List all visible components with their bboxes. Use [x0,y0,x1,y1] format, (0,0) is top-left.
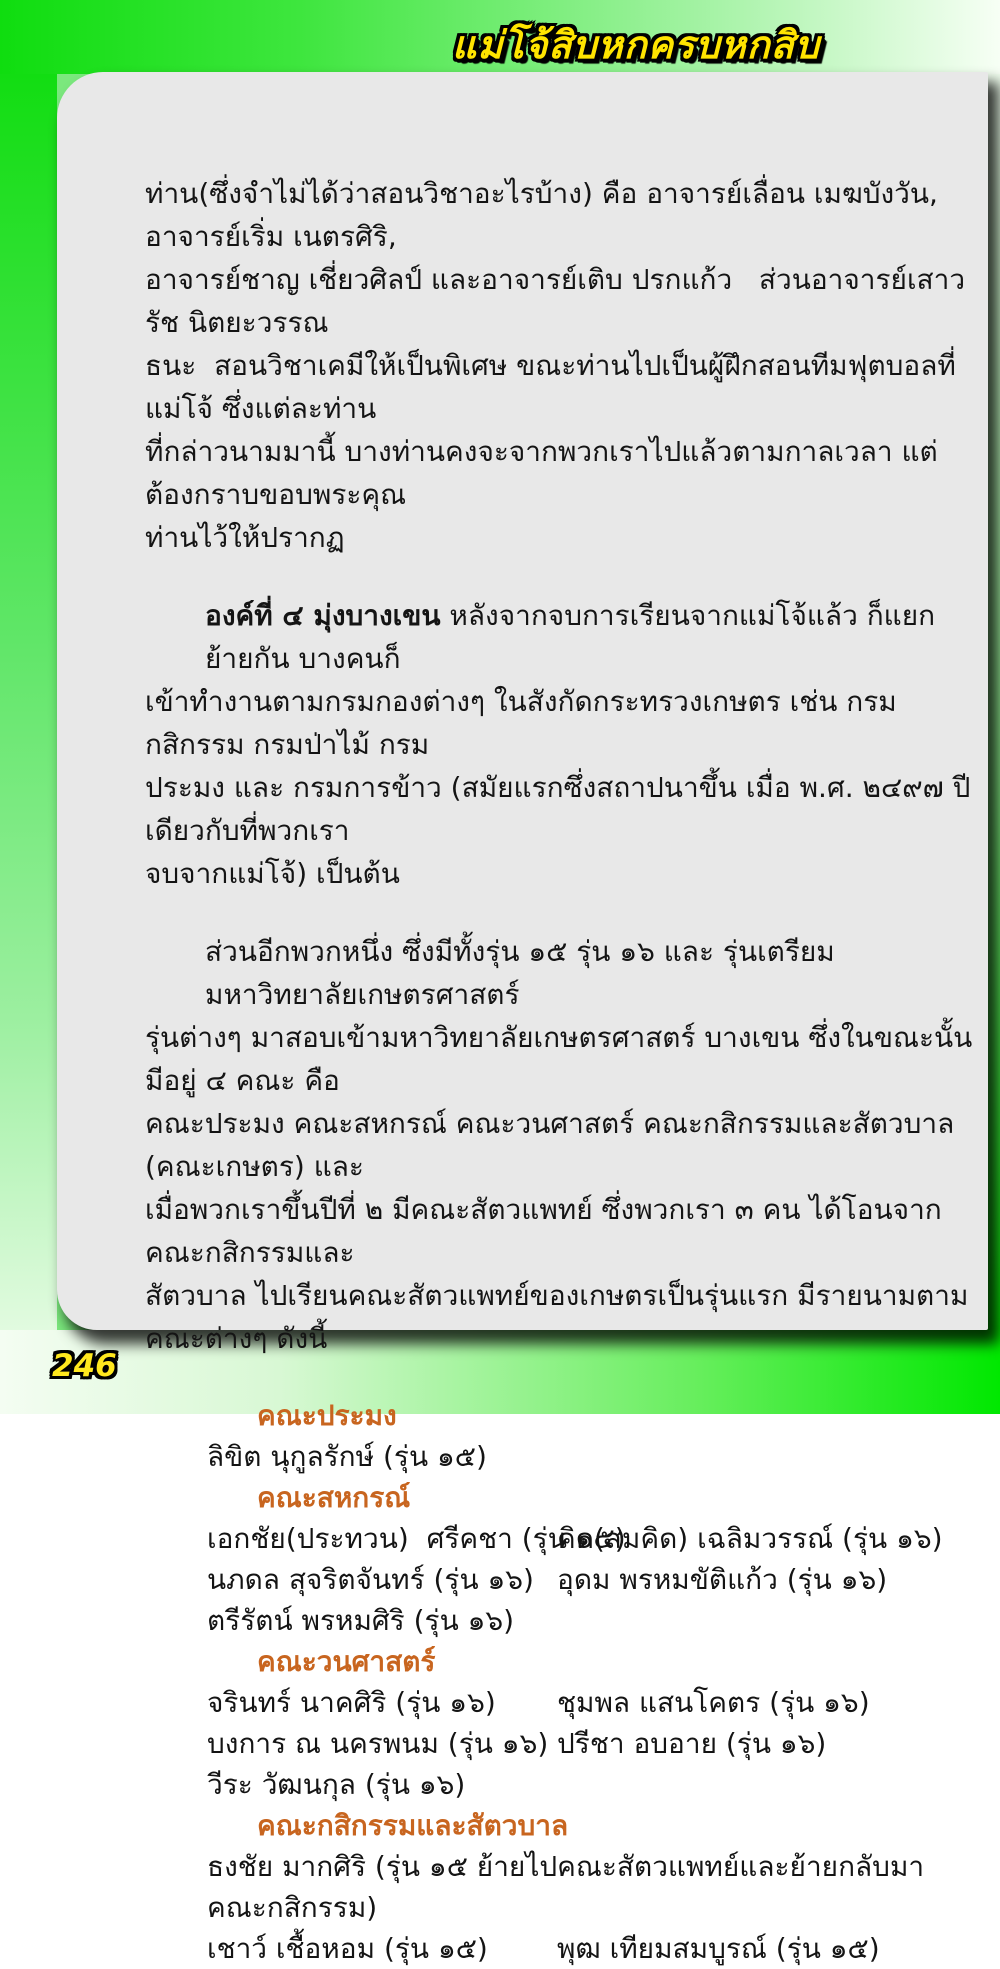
faculty-roster [145,1395,975,1969]
roster-row [145,1559,975,1600]
text-line: คณะประมง คณะสหกรณ์ คณะวนศาสตร์ คณะกสิกรรมและสัตวบาล (คณะเกษตร) และ [145,1107,964,1183]
text-line: ส่วนอีกพวกหนึ่ง ซึ่งมีทั้งรุ่น ๑๕ รุ่น ๑๖ และ รุ่นเตรียมมหาวิทยาลัยเกษตรศาสตร์ [205,935,835,1011]
page-content [145,172,975,1969]
roster-row [145,1723,975,1764]
roster-row [145,1928,975,1969]
member-name: ธงชัย มากศิริ (รุ่น ๑๕ ย้ายไปคณะสัตวแพทย์และย้ายกลับมาคณะกสิกรรม) [207,1850,925,1924]
paragraph-kasetsart [145,930,975,1360]
roster-row [145,1600,975,1641]
text-line: อาจารย์ชาญ เชี่ยวศิลป์ และอาจารย์เติบ ปรกแก้ว ส่วนอาจารย์เสาวรัช นิตยะวรรณ [145,263,966,339]
roster-row [145,1518,975,1559]
paragraph-bangkhen [145,594,975,895]
text-line: ท่าน(ซึ่งจำไม่ได้ว่าสอนวิชาอะไรบ้าง) คือ อาจารย์เลื่อน เมฆบังวัน, อาจารย์เริ่ม เนตรศิริ, [145,177,947,253]
faculty-heading-cooperatives: คณะสหกรณ์ [257,1481,411,1514]
text-run: หลังจากจบการเรียนจากแม่โจ้แล้ว ก็แยกย้ายกัน บางคนก็ [205,599,936,675]
text-line: เข้าทำงานตามกรมกองต่างๆ ในสังกัดกระทรวงเกษตร เช่น กรมกสิกรรม กรมป่าไม้ กรม [145,685,897,761]
text-line: รุ่นต่างๆ มาสอบเข้ามหาวิทยาลัยเกษตรศาสตร์ บางเขน ซึ่งในขณะนั้นมีอยู่ ๔ คณะ คือ [145,1021,973,1097]
page-title: แม่โจ้สิบหกครบหกสิบ [452,23,820,67]
text-line: ที่กล่าวนามมานี้ บางท่านคงจะจากพวกเราไปแล้วตามกาลเวลา แต่ต้องกราบขอบพระคุณ [145,435,938,511]
text-line: ธนะ สอนวิชาเคมีให้เป็นพิเศษ ขณะท่านไปเป็นผู้ฝึกสอนทีมฟุตบอลที่แม่โจ้ ซึ่งแต่ละท่าน [145,349,956,425]
text-line: ประมง และ กรมการข้าว (สมัยแรกซึ่งสถาปนาขึ้น เมื่อ พ.ศ. ๒๔๙๗ ปีเดียวกับที่พวกเรา [145,771,971,847]
member-name: ปรีชา อบอาย (รุ่น ๑๖) [557,1727,827,1760]
page-number: 246 [52,1348,117,1384]
roster-row [145,1682,975,1723]
paragraph-teachers [145,172,975,559]
member-name: วีระ วัฒนกุล (รุ่น ๑๖) [207,1768,466,1801]
member-name: ลิขิต นุกูลรักษ์ (รุ่น ๑๕) [207,1440,487,1473]
roster-row [145,1764,975,1805]
member-name: ตรีรัตน์ พรหมศิริ (รุ่น ๑๖) [207,1604,515,1637]
text-line [145,594,975,680]
text-line: ท่านไว้ให้ปรากฏ [145,521,345,554]
section-lead-bold: องค์ที่ ๔ มุ่งบางเขน [205,599,441,632]
member-name: นภดล สุจริตจันทร์ (รุ่น ๑๖) [207,1563,534,1596]
right-green-margin [986,74,1000,1332]
member-name: บงการ ณ นครพนม (รุ่น ๑๖) [207,1727,549,1760]
faculty-heading-agriculture: คณะกสิกรรมและสัตวบาล [257,1809,569,1842]
faculty-heading-fisheries: คณะประมง [257,1399,397,1432]
roster-row [145,1846,975,1928]
member-name: คิด(สมคิด) เฉลิมวรรณ์ (รุ่น ๑๖) [557,1522,943,1555]
member-name: ชุมพล แสนโคตร (รุ่น ๑๖) [557,1686,870,1719]
text-line: จบจากแม่โจ้) เป็นต้น [145,857,400,890]
text-line: เมื่อพวกเราขึ้นปีที่ ๒ มีคณะสัตวแพทย์ ซึ่งพวกเรา ๓ คน ได้โอนจากคณะกสิกรรมและ [145,1193,942,1269]
roster-row [145,1436,975,1477]
member-name: เอกชัย(ประทวน) ศรีคชา (รุ่น ๑๕) [207,1522,626,1555]
faculty-heading-forestry: คณะวนศาสตร์ [257,1645,436,1678]
text-line: สัตวบาล ไปเรียนคณะสัตวแพทย์ของเกษตรเป็นรุ่นแรก มีรายนามตามคณะต่างๆ ดังนี้ [145,1279,969,1355]
left-green-margin [0,74,57,1332]
member-name: อุดม พรหมขัติแก้ว (รุ่น ๑๖) [557,1563,888,1596]
member-name: เชาว์ เชื้อหอม (รุ่น ๑๕) [207,1932,488,1965]
member-name: จรินทร์ นาคศิริ (รุ่น ๑๖) [207,1686,496,1719]
member-name: พุฒ เทียมสมบูรณ์ (รุ่น ๑๕) [557,1932,880,1965]
